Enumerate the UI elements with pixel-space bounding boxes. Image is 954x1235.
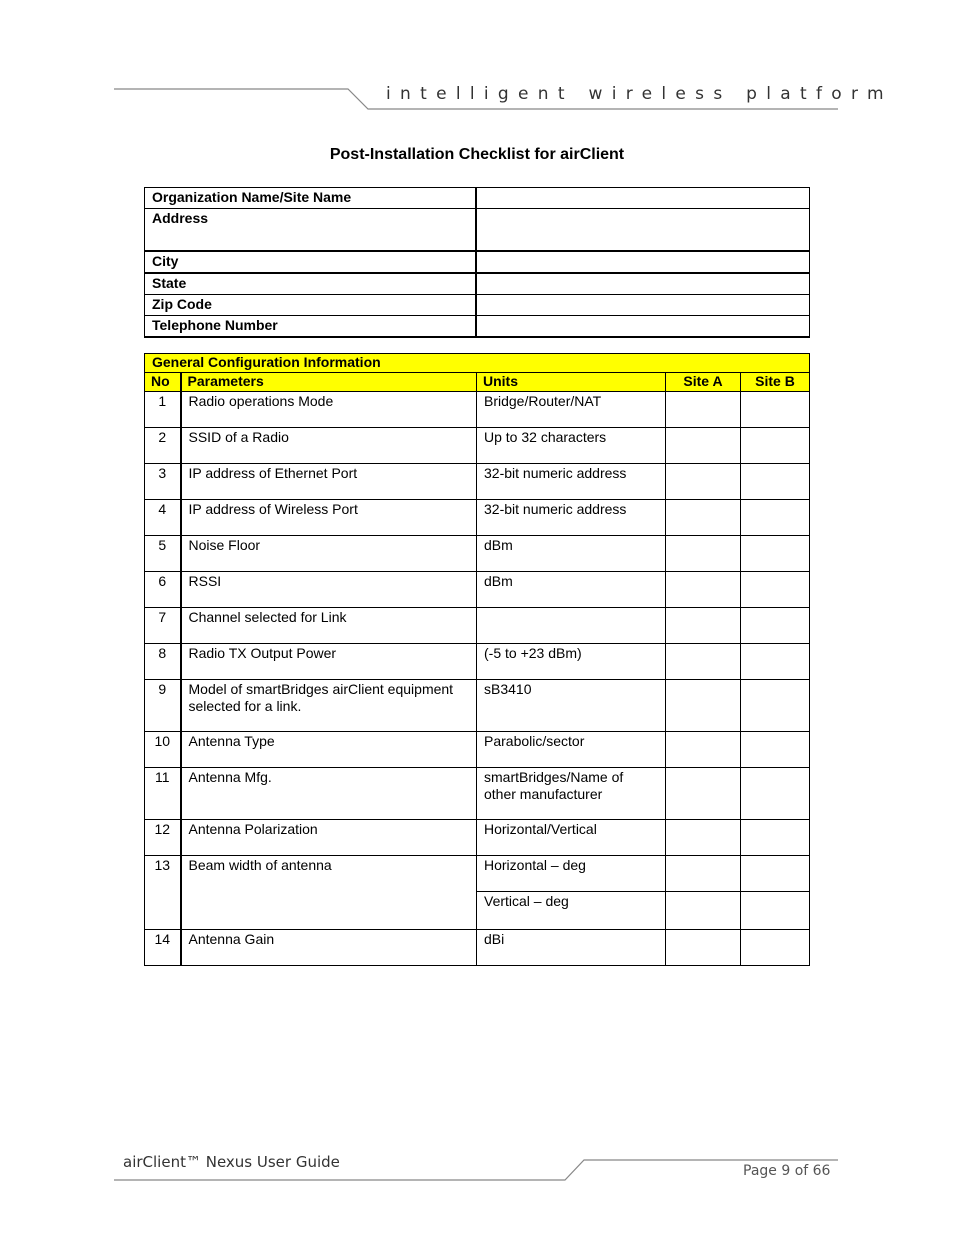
row-units: smartBridges/Name of other manufacturer xyxy=(477,768,666,820)
row-units: dBi xyxy=(477,930,666,966)
table-row xyxy=(145,572,810,608)
site-value-cell xyxy=(476,209,810,252)
site-b-cell xyxy=(741,500,810,536)
col-header-site-a: Site A xyxy=(666,373,741,392)
row-units: Parabolic/sector xyxy=(477,732,666,768)
row-units: Up to 32 characters xyxy=(477,428,666,464)
row-units: Bridge/Router/NAT xyxy=(477,392,666,428)
site-b-cell xyxy=(741,392,810,428)
site-row xyxy=(145,209,810,252)
site-row xyxy=(145,295,810,316)
row-number: 13 xyxy=(145,856,181,930)
site-label: Address xyxy=(145,209,476,252)
footer-page-number: Page 9 of 66 xyxy=(743,1163,831,1179)
header-tagline: intelligent wireless platform xyxy=(386,84,893,104)
table-row xyxy=(145,428,810,464)
site-a-cell xyxy=(666,820,741,856)
site-a-cell xyxy=(666,892,741,930)
row-parameter: Radio TX Output Power xyxy=(181,644,477,680)
site-label: Zip Code xyxy=(145,295,476,316)
site-a-cell xyxy=(666,392,741,428)
table-row xyxy=(145,536,810,572)
site-info-table xyxy=(144,187,810,338)
site-b-cell xyxy=(741,428,810,464)
row-parameter: RSSI xyxy=(181,572,477,608)
row-units: sB3410 xyxy=(477,680,666,732)
site-b-cell xyxy=(741,572,810,608)
section-title: General Configuration Information xyxy=(145,354,810,373)
site-label: City xyxy=(145,251,476,273)
table-row xyxy=(145,500,810,536)
site-a-cell xyxy=(666,768,741,820)
config-table xyxy=(144,353,810,966)
row-number: 9 xyxy=(145,680,181,732)
table-row xyxy=(145,820,810,856)
site-a-cell xyxy=(666,856,741,892)
site-b-cell xyxy=(741,930,810,966)
col-header-parameters: Parameters xyxy=(181,373,477,392)
site-b-cell xyxy=(741,820,810,856)
table-row xyxy=(145,930,810,966)
col-header-units: Units xyxy=(477,373,666,392)
site-a-cell xyxy=(666,428,741,464)
row-parameter: SSID of a Radio xyxy=(181,428,477,464)
row-units xyxy=(477,608,666,644)
table-row xyxy=(145,464,810,500)
row-parameter: Model of smartBridges airClient equipment selected for a link. xyxy=(181,680,477,732)
site-a-cell xyxy=(666,500,741,536)
row-parameter: Channel selected for Link xyxy=(181,608,477,644)
site-value-cell xyxy=(476,188,810,209)
row-number: 12 xyxy=(145,820,181,856)
site-a-cell xyxy=(666,930,741,966)
site-value-cell xyxy=(476,273,810,295)
row-number: 6 xyxy=(145,572,181,608)
site-a-cell xyxy=(666,680,741,732)
table-row xyxy=(145,392,810,428)
row-parameter: IP address of Wireless Port xyxy=(181,500,477,536)
row-units: (-5 to +23 dBm) xyxy=(477,644,666,680)
section-header-row xyxy=(145,354,810,373)
row-parameter: Antenna Gain xyxy=(181,930,477,966)
table-row xyxy=(145,680,810,732)
table-row xyxy=(145,608,810,644)
site-b-cell xyxy=(741,856,810,892)
site-b-cell xyxy=(741,608,810,644)
site-value-cell xyxy=(476,295,810,316)
row-parameter: Antenna Mfg. xyxy=(181,768,477,820)
site-row xyxy=(145,273,810,295)
table-row xyxy=(145,768,810,820)
site-b-cell xyxy=(741,536,810,572)
site-row xyxy=(145,316,810,338)
row-units: 32-bit numeric address xyxy=(477,464,666,500)
site-value-cell xyxy=(476,316,810,338)
site-label: State xyxy=(145,273,476,295)
row-parameter: Radio operations Mode xyxy=(181,392,477,428)
site-row xyxy=(145,251,810,273)
col-header-no: No xyxy=(145,373,181,392)
row-number: 7 xyxy=(145,608,181,644)
footer-doc-title: airClient™ Nexus User Guide xyxy=(123,1153,340,1171)
site-b-cell xyxy=(741,680,810,732)
row-parameter: IP address of Ethernet Port xyxy=(181,464,477,500)
site-a-cell xyxy=(666,536,741,572)
row-units: Horizontal/Vertical xyxy=(477,820,666,856)
site-row xyxy=(145,188,810,209)
site-value-cell xyxy=(476,251,810,273)
site-b-cell xyxy=(741,464,810,500)
site-a-cell xyxy=(666,608,741,644)
row-number: 5 xyxy=(145,536,181,572)
row-parameter: Antenna Polarization xyxy=(181,820,477,856)
site-a-cell xyxy=(666,732,741,768)
row-number: 4 xyxy=(145,500,181,536)
row-number: 2 xyxy=(145,428,181,464)
col-header-site-b: Site B xyxy=(741,373,810,392)
row-units: dBm xyxy=(477,536,666,572)
row-parameter: Antenna Type xyxy=(181,732,477,768)
site-a-cell xyxy=(666,644,741,680)
row-units: dBm xyxy=(477,572,666,608)
column-header-row xyxy=(145,373,810,392)
row-units: Horizontal – deg xyxy=(477,856,666,892)
row-number: 1 xyxy=(145,392,181,428)
row-number: 11 xyxy=(145,768,181,820)
site-label: Organization Name/Site Name xyxy=(145,188,476,209)
table-row xyxy=(145,856,810,892)
site-b-cell xyxy=(741,644,810,680)
site-a-cell xyxy=(666,572,741,608)
table-row xyxy=(145,732,810,768)
row-units: 32-bit numeric address xyxy=(477,500,666,536)
site-a-cell xyxy=(666,464,741,500)
page-title: Post-Installation Checklist for airClient xyxy=(329,146,625,163)
site-b-cell xyxy=(741,768,810,820)
row-units: Vertical – deg xyxy=(477,892,666,930)
row-number: 3 xyxy=(145,464,181,500)
row-number: 10 xyxy=(145,732,181,768)
table-row xyxy=(145,644,810,680)
site-label: Telephone Number xyxy=(145,316,476,338)
row-number: 14 xyxy=(145,930,181,966)
row-number: 8 xyxy=(145,644,181,680)
row-parameter: Beam width of antenna xyxy=(181,856,477,930)
site-b-cell xyxy=(741,732,810,768)
site-b-cell xyxy=(741,892,810,930)
row-parameter: Noise Floor xyxy=(181,536,477,572)
